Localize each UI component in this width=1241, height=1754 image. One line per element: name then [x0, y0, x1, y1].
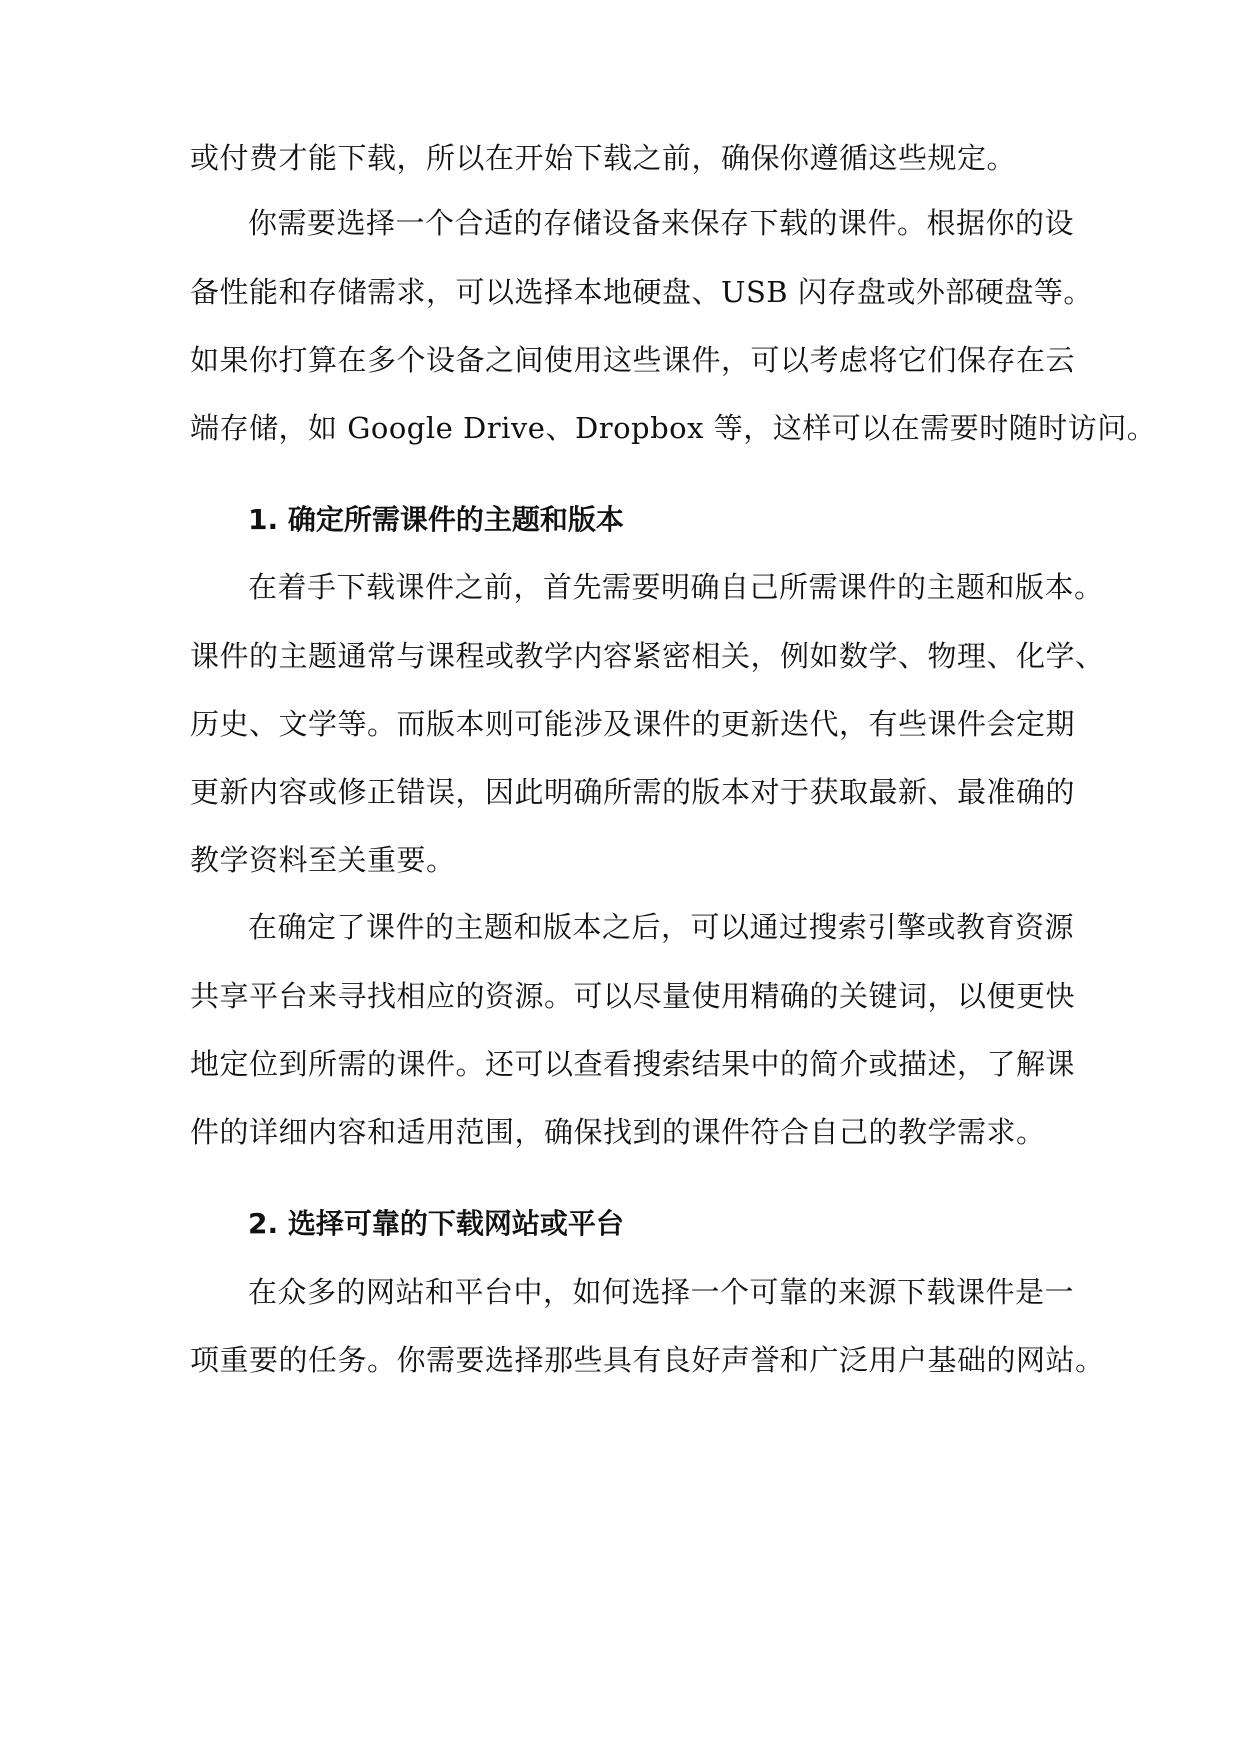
paragraph-line: 端存储，如 Google Drive、Dropbox 等，这样可以在需要时随时访问。 [190, 411, 1157, 445]
paragraph-line: 在确定了课件的主题和版本之后，可以通过搜索引擎或教育资源 [248, 910, 1075, 944]
paragraph-line: 历史、文学等。而版本则可能涉及课件的更新迭代，有些课件会定期 [190, 707, 1076, 741]
paragraph-line: 如果你打算在多个设备之间使用这些课件，可以考虑将它们保存在云 [190, 343, 1076, 377]
paragraph-line: 在众多的网站和平台中，如何选择一个可靠的来源下载课件是一 [248, 1275, 1075, 1309]
paragraph-line: 件的详细内容和适用范围，确保找到的课件符合自己的教学需求。 [190, 1115, 1046, 1149]
paragraph-line: 地定位到所需的课件。还可以查看搜索结果中的简介或描述，了解课 [190, 1047, 1076, 1081]
paragraph-line: 教学资料至关重要。 [190, 843, 456, 877]
paragraph-line: 你需要选择一个合适的存储设备来保存下载的课件。根据你的设 [248, 206, 1075, 240]
paragraph-line: 共享平台来寻找相应的资源。可以尽量使用精确的关键词，以便更快 [190, 979, 1076, 1013]
paragraph-line: 或付费才能下载，所以在开始下载之前，确保你遵循这些规定。 [190, 141, 1017, 175]
paragraph-line: 课件的主题通常与课程或教学内容紧密相关，例如数学、物理、化学、 [190, 639, 1105, 673]
paragraph-line: 更新内容或修正错误，因此明确所需的版本对于获取最新、最准确的 [190, 775, 1076, 809]
section-heading-2: 2. 选择可靠的下载网站或平台 [248, 1207, 624, 1240]
paragraph-line: 备性能和存储需求，可以选择本地硬盘、USB 闪存盘或外部硬盘等。 [190, 275, 1093, 309]
paragraph-line: 项重要的任务。你需要选择那些具有良好声誉和广泛用户基础的网站。 [190, 1343, 1105, 1377]
paragraph-line: 在着手下载课件之前，首先需要明确自己所需课件的主题和版本。 [248, 570, 1104, 604]
section-heading-1: 1. 确定所需课件的主题和版本 [248, 503, 624, 536]
